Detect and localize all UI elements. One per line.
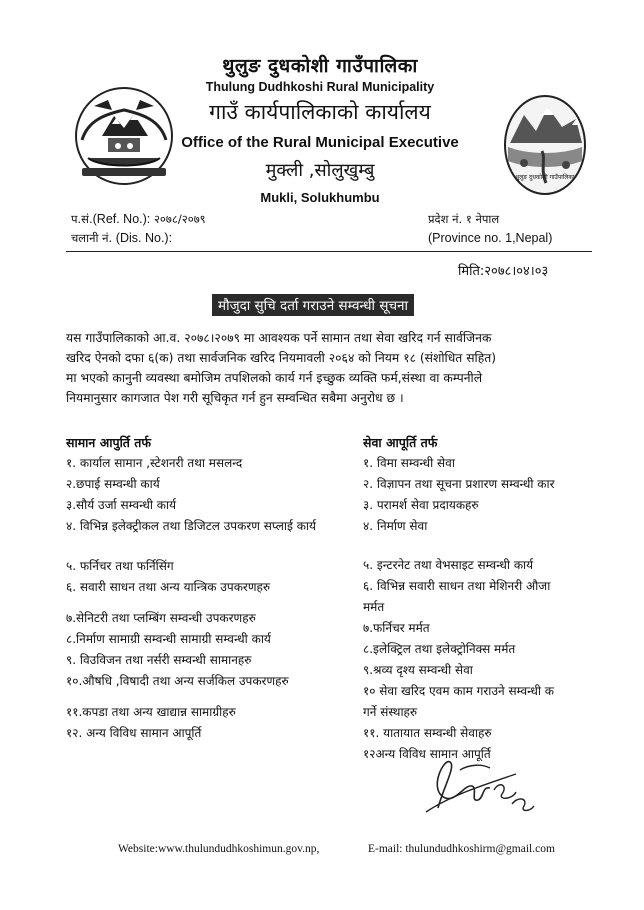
municipality-name-en: Thulung Dudhkoshi Rural Municipality <box>205 80 435 94</box>
services-item: १२अन्य विविध सामान आपूर्ति <box>363 747 491 761</box>
ref-value: २०७८/२०७९ <box>153 212 206 226</box>
body-line: नियमानुसार कागजात पेश गरी सूचिकृत गर्न हुन सम्वन्धित सबैमा अनुरोध छ । <box>66 391 404 405</box>
services-item: ६. विभिन्न सवारी साधन तथा मेशिनरी औजा <box>363 579 551 593</box>
reference-block <box>71 210 206 248</box>
municipality-logo-icon <box>502 93 588 197</box>
municipality-name-np: थुलुङ दुधकोशी गाउँपालिका <box>222 55 418 77</box>
goods-item: ३.सौर्य उर्जा सम्वन्धी कार्य <box>66 498 177 512</box>
goods-item: ७.सेनिटरी तथा प्लम्बिंग सम्वन्धी उपकरणहरु <box>66 611 256 625</box>
office-name-np: गाउँ कार्यपालिकाको कार्यालय <box>209 100 431 124</box>
dis-label-en: (Dis. No.): <box>115 231 173 245</box>
services-item: ७.फर्निचर मर्मत <box>363 621 430 635</box>
services-heading: सेवा आपूर्ति तर्फ <box>363 435 438 450</box>
body-line: खरिद ऐनको दफा ६(क) तथा सार्वजनिक खरिद नियमावली २०६४ को नियम १८ (संशोधित सहित) <box>66 351 497 365</box>
body-line: यस गाउँपालिकाको आ.व. २०७८।२०७९ मा आवश्यक पर्ने सामान तथा सेवा खरिद गर्न सार्वजिनक <box>66 331 492 345</box>
goods-item: ११.कपडा तथा अन्य खाद्यान्न सामाग्रीहरु <box>66 705 236 719</box>
goods-item: ९. विउविजन तथा नर्सरी सम्वन्धी सामानहरु <box>66 653 252 667</box>
footer-email: E-mail: thulundudhkoshirm@gmail.com <box>368 843 555 855</box>
goods-item: १०.औषधि ,विषादी तथा अन्य सर्जकिल उपकरणहरु <box>66 674 289 688</box>
notice-body <box>66 329 644 409</box>
goods-item: ६. सवारी साधन तथा अन्य यान्त्रिक उपकरणहरु <box>66 580 271 594</box>
goods-item: १२. अन्य विविध सामान आपूर्ति <box>66 726 202 740</box>
letter-date: मिति:२०७८।०४।०३ <box>458 264 549 279</box>
goods-item: ८.निर्माण सामाग्री सम्वन्धी सामाग्री सम्वन्धी कार्य <box>66 632 271 646</box>
province-np: प्रदेश नं. १ नेपाल <box>428 212 500 226</box>
services-item-continued: गर्ने संस्थाहरु <box>363 705 418 719</box>
place-en: Mukli, Solukhumbu <box>260 190 380 205</box>
signature-icon <box>420 756 540 816</box>
province-en: (Province no. 1,Nepal) <box>428 231 553 245</box>
services-item: १० सेवा खरिद एवम काम गराउने सम्वन्धी क <box>363 684 554 698</box>
footer-website: Website:www.thulundudhkoshimun.gov.np, <box>118 843 320 855</box>
province-block <box>428 210 552 248</box>
services-item: २. विज्ञापन तथा सूचना प्रशारण सम्वन्धी कार <box>363 477 555 491</box>
services-item: ९.श्रव्य दृश्य सम्वन्धी सेवा <box>363 663 473 677</box>
services-column <box>363 432 644 766</box>
services-item: ४. निर्माण सेवा <box>363 519 428 533</box>
goods-column <box>66 432 351 745</box>
goods-item: ४. विभिन्न इलेक्ट्रीकल तथा डिजिटल उपकरण सप्लाई कार्य <box>66 519 316 533</box>
services-item: ५. इन्टरनेट तथा वेभसाइट सम्वन्धी कार्य <box>363 558 534 572</box>
goods-item: १. कार्याल सामान ,स्टेशनरी तथा मसलन्द <box>66 456 243 470</box>
body-line: मा भएको कानुनी व्यवस्था बमोजिम तपशिलको कार्य गर्न इच्छुक व्यक्ति फर्म,संस्था वा कम्पनीले <box>66 371 483 385</box>
ref-label-en: (Ref. No.): <box>92 212 151 226</box>
goods-item: २.छपाई सम्वन्धी कार्य <box>66 477 160 491</box>
header-divider <box>66 251 592 252</box>
ref-label-np: प.सं. <box>71 212 93 226</box>
services-item: १. विमा सम्वन्धी सेवा <box>363 456 455 470</box>
notice-title: मौजुदा सुचि दर्ता गराउने सम्वन्धी सूचना <box>212 294 414 316</box>
services-item: ८.इलेक्ट्रिल तथा इलेक्ट्रोनिक्स मर्मत <box>363 642 516 656</box>
goods-heading: सामान आपुर्ति तर्फ <box>66 435 152 450</box>
services-item-continued: मर्मत <box>363 600 385 614</box>
office-name-en: Office of the Rural Municipal Executive <box>181 134 459 151</box>
dis-label-np: चलानी नं. <box>71 231 113 245</box>
logo-caption: थुलुङ दुधकोशी गाउँपालिका <box>515 174 575 181</box>
place-np: मुक्ली ,सोलुखुम्बु <box>265 160 375 181</box>
goods-item: ५. फर्निचर तथा फर्निसिंग <box>66 559 174 573</box>
services-item: ११. यातायात सम्वन्धी सेवाहरु <box>363 726 492 740</box>
services-item: ३. परामर्श सेवा प्रदायकहरु <box>363 498 479 512</box>
